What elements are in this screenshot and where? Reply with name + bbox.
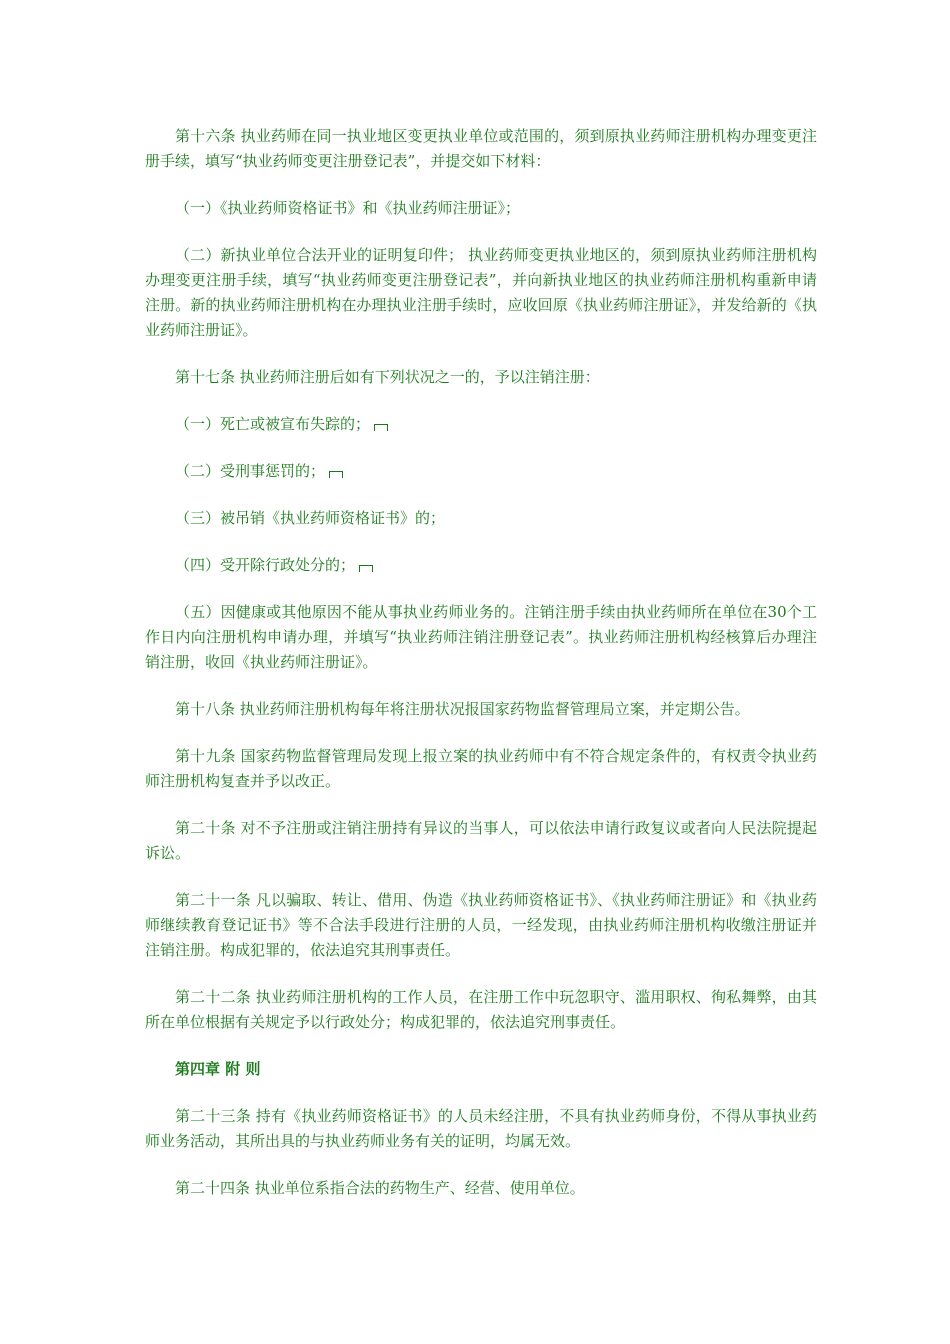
document-page [145,124,817,1223]
heading-text: 第四章 附 则 [175,1060,261,1078]
paragraph-text: 第二十一条 凡以骗取、转让、借用、伪造《执业药师资格证书》、《执业药师注册证》和《执业药师继续教育登记证书》等不合法手段进行注册的人员，一经发现，由执业药师注册机构收缴注册证并注销注册。构成犯罪的，依法追究其刑事责任。 [145,891,817,959]
paragraph-article-19 [145,744,817,794]
paragraph-item-3 [145,506,817,531]
paragraph-text: 第二十二条 执业药师注册机构的工作人员，在注册工作中玩忽职守、滥用职权、徇私舞弊，由其所在单位根据有关规定予以行政处分；构成犯罪的，依法追究刑事责任。 [145,988,817,1031]
paragraph-text: （二）新执业单位合法开业的证明复印件； 执业药师变更执业地区的，须到原执业药师注册机构办理变更注册手续，填写“执业药师变更注册登记表”，并向新执业地区的执业药师注册机构重新申请注册。新的执业药师注册机构在办理执业注册手续时，应收回原《执业药师注册证》，并发给新的《执业药师注册证》。 [145,246,817,339]
paragraph-item-1 [145,412,817,437]
paragraph-article-21 [145,888,817,963]
paragraph-text: （二）受刑事惩罚的； [175,462,326,480]
paragraph-item-2 [145,459,817,484]
paragraph-article-18 [145,697,817,722]
bracket-mark-icon [374,424,388,431]
paragraph-item-2 [145,243,817,343]
paragraph-item-5 [145,600,817,675]
paragraph-item-1 [145,196,817,221]
bracket-mark-icon [329,471,343,478]
paragraph-text: 第十七条 执业药师注册后如有下列状况之一的，予以注销注册： [175,368,600,386]
paragraph-article-22 [145,985,817,1035]
paragraph-text: （一）《执业药师资格证书》和《执业药师注册证》； [175,199,521,217]
paragraph-text: （一）死亡或被宣布失踪的； [175,415,371,433]
paragraph-text: 第十九条 国家药物监督管理局发现上报立案的执业药师中有不符合规定条件的，有权责令执业药师注册机构复查并予以改正。 [145,747,817,790]
paragraph-text: （三）被吊销《执业药师资格证书》的； [175,509,446,527]
paragraph-article-20 [145,816,817,866]
bracket-mark-icon [359,565,373,572]
paragraph-article-24 [145,1176,817,1201]
paragraph-text: （五）因健康或其他原因不能从事执业药师业务的。注销注册手续由执业药师所在单位在30个工作日内向注册机构申请办理，并填写“执业药师注销注册登记表”。执业药师注册机构经核算后办理注销注册，收回《执业药师注册证》。 [145,603,817,671]
paragraph-article-17 [145,365,817,390]
paragraph-item-4 [145,553,817,578]
paragraph-text: 第十八条 执业药师注册机构每年将注册状况报国家药物监督管理局立案，并定期公告。 [175,700,750,718]
paragraph-article-23 [145,1104,817,1154]
paragraph-text: 第二十条 对不予注册或注销注册持有异议的当事人，可以依法申请行政复议或者向人民法院提起诉讼。 [145,819,817,862]
paragraph-text: 第二十四条 执业单位系指合法的药物生产、经营、使用单位。 [175,1179,585,1197]
paragraph-text: （四）受开除行政处分的； [175,556,356,574]
chapter-heading [145,1057,817,1082]
paragraph-text: 第二十三条 持有《执业药师资格证书》的人员未经注册，不具有执业药师身份，不得从事执业药师业务活动，其所出具的与执业药师业务有关的证明，均属无效。 [145,1107,817,1150]
paragraph-article-16 [145,124,817,174]
paragraph-text: 第十六条 执业药师在同一执业地区变更执业单位或范围的，须到原执业药师注册机构办理变更注册手续，填写“执业药师变更注册登记表”，并提交如下材料： [145,127,817,170]
